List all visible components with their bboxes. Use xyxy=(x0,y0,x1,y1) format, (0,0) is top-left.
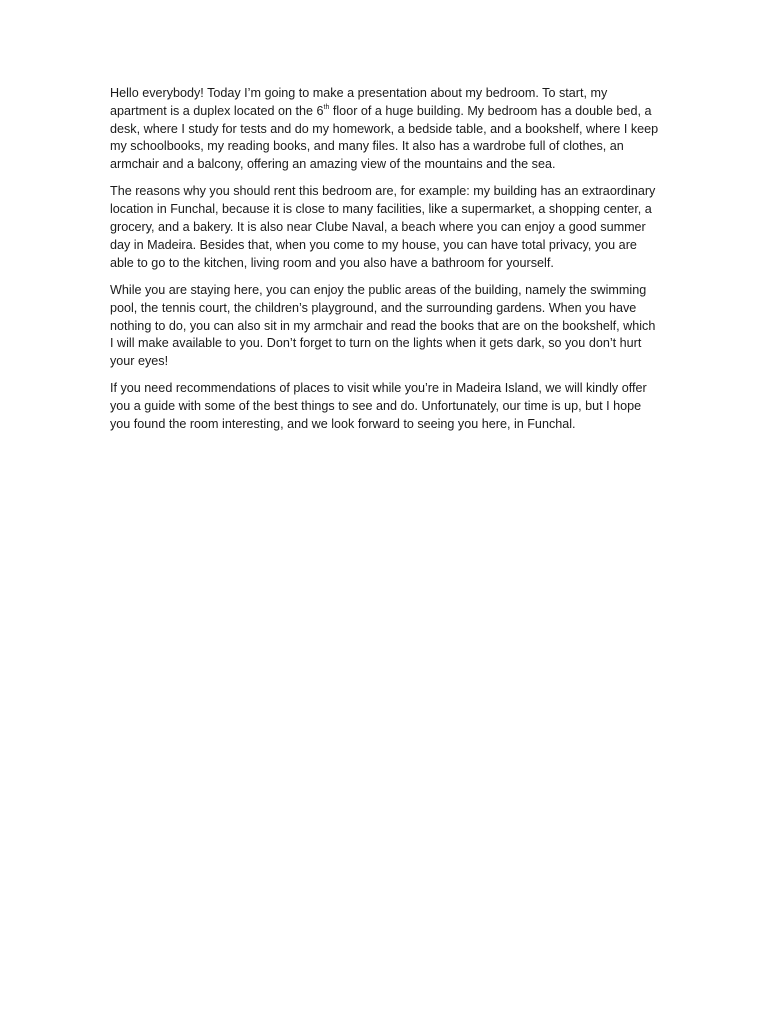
paragraph-public-areas: While you are staying here, you can enjoy the public areas of the building, namely the swimming pool, the tennis court, the children’s playground, and the surrounding gardens. When you have nothing to do, you can also sit in my armchair and read the books that are on the bookshelf, which I will make available to you. Don’t forget to turn on the lights when it gets dark, so you don’t hurt your eyes! xyxy=(110,282,656,369)
paragraph-reasons: The reasons why you should rent this bedroom are, for example: my building has an extraordinary location in Funchal, because it is close to many facilities, like a supermarket, a shopping center, a grocery, and a bakery. It is also near Clube Naval, a beach where you can enjoy a good summer day in Madeira. Besides that, when you come to my house, you can have total privacy, you are able to go to the kitchen, living room and you also have a bathroom for yourself. xyxy=(110,184,656,270)
ordinal-superscript: th xyxy=(323,103,330,111)
paragraph-intro-text-end: floor of a huge building. My bedroom has a double bed, a desk, where I study for tests and do my homework, a bedside table, and a bookshelf, where I keep my schoolbooks, my reading books, and many files. It also has a wardrobe full of clothes, an armchair and a balcony, offering an amazing view of the mountains and the sea. xyxy=(110,103,659,172)
paragraph-closing: If you need recommendations of places to visit while you’re in Madeira Island, we will kindly offer you a guide with some of the best things to see and do. Unfortunately, our time is up, but I hope you found the room interesting, and we look forward to seeing you here, in Funchal. xyxy=(110,381,647,432)
paragraph-intro xyxy=(110,85,660,174)
document-body xyxy=(110,85,660,443)
paragraph-intro-text-start: Hello everybody! Today I’m going to make a presentation about my bedroom. To start, my apartment is a duplex located on the 6 xyxy=(110,86,608,118)
